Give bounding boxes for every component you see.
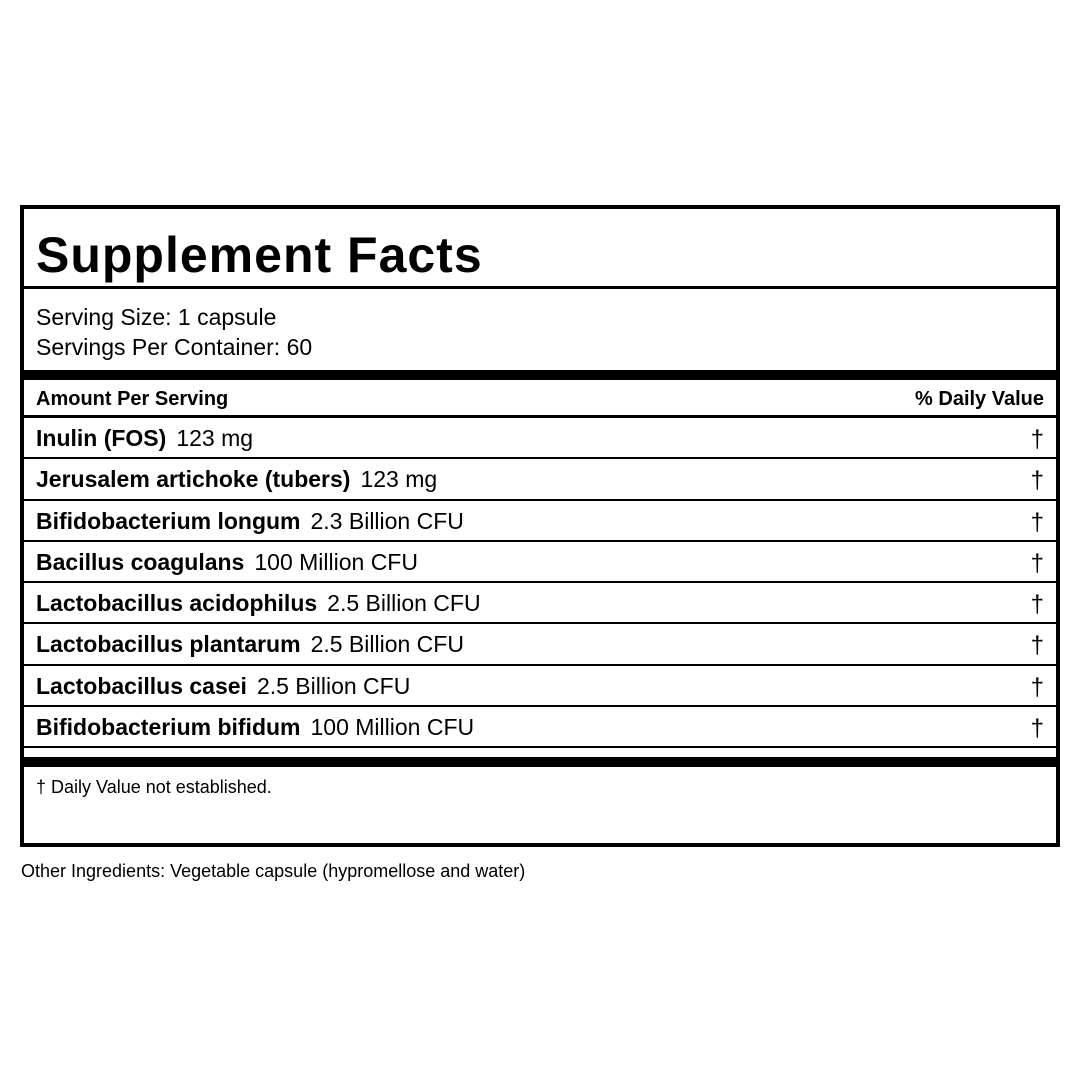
ingredient-name: Bacillus coagulans [36,548,245,575]
ingredient-row [24,459,1056,500]
ingredient-row [24,418,1056,459]
daily-value-dagger: † [1030,591,1044,619]
ingredient-rows [24,418,1056,748]
daily-value-header: % Daily Value [915,388,1044,410]
ingredient-name: Lactobacillus acidophilus [36,590,318,617]
ingredient-amount: 123 mg [360,466,438,493]
daily-value-dagger: † [1030,467,1044,495]
daily-value-dagger: † [1030,632,1044,660]
ingredient-name: Lactobacillus plantarum [36,631,301,658]
ingredient-row [24,583,1056,624]
title-area [24,209,1056,289]
serving-info [36,302,312,362]
daily-value-dagger: † [1030,426,1044,453]
panel-title: Supplement Facts [36,227,483,283]
ingredient-name: Bifidobacterium bifidum [36,714,301,741]
ingredient-amount: 100 Million CFU [310,714,475,741]
supplement-facts-panel [20,205,1060,847]
ingredient-name: Jerusalem artichoke (tubers) [36,466,351,493]
thick-divider-top [24,370,1056,380]
ingredient-amount: 123 mg [176,425,254,451]
column-header-row [24,380,1056,418]
ingredient-amount: 2.5 Billion CFU [310,631,464,658]
thick-divider-bottom [24,757,1056,767]
ingredient-name: Lactobacillus casei [36,672,247,699]
servings-per-container: Servings Per Container: 60 [36,334,313,360]
serving-size: Serving Size: 1 capsule [36,304,277,330]
ingredient-row [24,542,1056,583]
other-ingredients: Other Ingredients: Vegetable capsule (hypromellose and water) [21,861,526,881]
ingredient-amount: 2.5 Billion CFU [327,590,481,617]
ingredient-row [24,707,1056,748]
daily-value-dagger: † [1030,715,1044,743]
ingredient-row [24,501,1056,542]
daily-value-dagger: † [1030,508,1044,536]
ingredient-name: Inulin (FOS) [36,425,167,451]
amount-per-serving-header: Amount Per Serving [36,388,229,410]
ingredient-row [24,624,1056,665]
ingredient-amount: 2.5 Billion CFU [256,672,411,699]
footnote: † Daily Value not established. [36,777,272,797]
ingredient-amount: 2.3 Billion CFU [310,507,464,534]
ingredient-name: Bifidobacterium longum [36,507,301,534]
daily-value-dagger: † [1030,549,1044,577]
ingredient-row [24,666,1056,707]
ingredient-amount: 100 Million CFU [254,548,418,575]
daily-value-dagger: † [1030,673,1044,701]
